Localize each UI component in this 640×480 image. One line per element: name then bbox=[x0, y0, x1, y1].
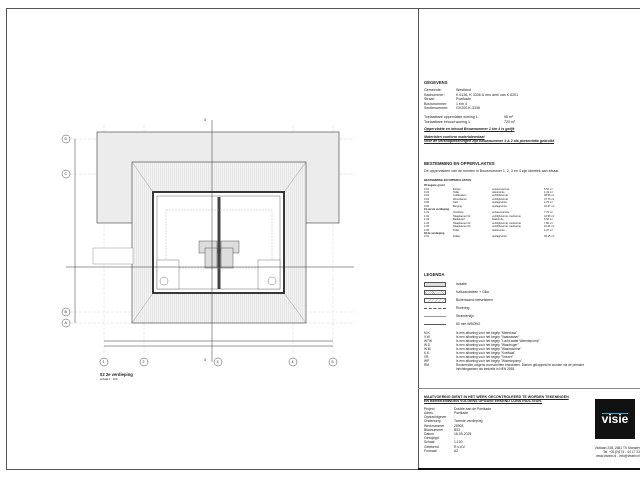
abbrev-desc: Is een afkorting voor het begrip "Wasdroger" bbox=[456, 343, 519, 348]
grid-row-label: D bbox=[64, 137, 68, 141]
abbrev-desc: Is een afkorting voor het begrip "Lucht-water Warmtepomp" bbox=[456, 339, 540, 344]
label: Getekend bbox=[424, 444, 439, 449]
abbrev: VR. bbox=[424, 354, 430, 359]
website: www.visielv.nl - info@visielv.nl bbox=[596, 454, 640, 459]
legend-label: Isolatie bbox=[456, 282, 467, 287]
gegevens-row bbox=[424, 106, 554, 110]
value: - bbox=[454, 415, 456, 420]
value: Poelkade bbox=[456, 97, 471, 102]
cell: Leefkeuken bbox=[453, 194, 467, 198]
note-materialen: Materialen conform materialenstaat bbox=[424, 134, 485, 139]
cell: Overloop bbox=[453, 211, 464, 215]
party-wall bbox=[218, 197, 221, 289]
label: Schaal bbox=[424, 440, 435, 445]
value: Tweede verdieping bbox=[454, 419, 483, 424]
cell: 0.06 bbox=[424, 204, 430, 208]
cell: Berging bbox=[453, 204, 462, 208]
cell: verblijfsruimte, bedruimte bbox=[492, 221, 521, 225]
titleblock-row bbox=[424, 449, 574, 453]
value: GV200-K-3336 bbox=[456, 106, 480, 111]
grid-col-label: 1 bbox=[102, 360, 105, 364]
cell: 5.52 m² bbox=[544, 187, 553, 191]
cell: verkeersruimte bbox=[492, 187, 510, 191]
label: Adres bbox=[424, 411, 433, 416]
label: Onderwerp bbox=[424, 419, 441, 424]
cell: 37.74 m² bbox=[544, 197, 555, 201]
cell: 0.01 bbox=[424, 187, 430, 191]
group-heading: 02 2e verdieping bbox=[424, 231, 445, 235]
abbrev-desc: Is een afkorting voor het begrip "Meterkast" bbox=[456, 331, 518, 336]
value: R.v.d.V. bbox=[454, 444, 466, 449]
legend-label: Riolering bbox=[456, 306, 470, 311]
abbrev-desc: Is een afkorting voor het begrip "Warmtepomp" bbox=[456, 358, 523, 363]
value: 1:100 bbox=[454, 440, 463, 445]
abbrev-desc: Is een afkorting voor het begrip "Wasmachine" bbox=[456, 347, 522, 352]
cell: Slaapkamer 02 bbox=[453, 221, 471, 225]
cell: opslagruimte bbox=[492, 201, 507, 205]
label: Bouwnummer: bbox=[424, 101, 448, 106]
legend-item bbox=[424, 320, 614, 328]
cell: Zolder bbox=[453, 235, 461, 239]
legend-item bbox=[424, 280, 614, 288]
abbrev: WP bbox=[424, 358, 430, 363]
abbrev-desc: Is een afkorting voor het begrip "Koelkast" bbox=[456, 350, 516, 355]
value: Poelkade bbox=[454, 411, 469, 416]
group-heading: 01 eerste verdieping bbox=[424, 208, 450, 212]
value: 18-09-2025 bbox=[454, 432, 472, 437]
label: Formaat bbox=[424, 448, 437, 453]
cell: opslagruimte bbox=[492, 235, 507, 239]
cell: 10.36 m² bbox=[544, 225, 555, 229]
label: Gewijzigd bbox=[424, 436, 439, 441]
table-title: BESTEMMING EN OPPERVLAKTES bbox=[424, 177, 472, 182]
value: 1 t/m 4 bbox=[456, 101, 467, 106]
abbrev: WTW bbox=[424, 339, 432, 344]
note-oppervlakte: Oppervlakte en inhoud Bouwnummer 1 t/m 4 is gelijk bbox=[424, 127, 515, 132]
divider bbox=[418, 388, 640, 389]
cell: opslagruimte bbox=[492, 204, 507, 208]
note-verkoop: Voor de verkooptekeningen zijn Bouwnummer 1 & 2 als presentatie gebruikt bbox=[424, 139, 555, 144]
value: K 6136, K 3336 & een deel van K 6201 bbox=[456, 92, 519, 97]
cell: 1.37 m² bbox=[544, 228, 553, 232]
cell: 0.03 bbox=[424, 194, 430, 198]
legend-item bbox=[424, 312, 614, 320]
legend-item bbox=[424, 296, 614, 304]
label: Sectienummer: bbox=[424, 106, 449, 111]
cell: 1.03 bbox=[424, 218, 430, 222]
grid-col-label: 5 bbox=[331, 360, 334, 364]
abbrev: W.D. bbox=[424, 343, 431, 348]
legenda-title: LEGENDA bbox=[424, 272, 445, 277]
cell: Kast bbox=[453, 201, 459, 205]
gegevens-title: GEGEVENS bbox=[424, 80, 448, 85]
visie-logo bbox=[595, 399, 635, 439]
cell: Badkamer bbox=[453, 218, 465, 222]
label: Toelaatbare inhoud woning 1: bbox=[424, 119, 471, 124]
grid-col-label: 2 bbox=[142, 360, 145, 364]
value: Double aan de Poelkade bbox=[454, 406, 492, 411]
cell: Slaapkamer 01 bbox=[453, 214, 471, 218]
cell: 1.32 m² bbox=[544, 191, 553, 195]
cell: 1.01 bbox=[424, 211, 430, 215]
label: Kadnummer: bbox=[424, 92, 445, 97]
bestemming-section bbox=[424, 162, 559, 239]
cell: 0.04 bbox=[424, 197, 430, 201]
value: A2 bbox=[454, 448, 459, 453]
label: Opdrachtgever bbox=[424, 415, 447, 420]
abbrev-row bbox=[424, 364, 614, 372]
value: 720 m³ bbox=[504, 119, 516, 124]
cell: 0.05 bbox=[424, 201, 430, 205]
legend-label: Kalkzandsteen + Gibo bbox=[456, 290, 490, 295]
abbrev: W.M. bbox=[424, 347, 432, 352]
bestemming-desc: De oppervlakten van de ruimten in Bouwnummer 1, 2, 3 en 4 zijn identiek aan elkaar. bbox=[424, 169, 560, 174]
cell: Entree bbox=[453, 187, 461, 191]
legend-label: 80 mm WBOBO bbox=[456, 322, 481, 327]
cell: 2.01 bbox=[424, 235, 430, 239]
cell: 0.02 bbox=[424, 191, 430, 195]
cell: 1.04 bbox=[424, 221, 430, 225]
cell: verblijfsruimte, bedruimte bbox=[492, 225, 521, 229]
logo-text: visie bbox=[601, 412, 629, 426]
abbrev: V.W. bbox=[424, 335, 431, 340]
cell: 22.47 m² bbox=[544, 204, 555, 208]
cell: 1.02 bbox=[424, 214, 430, 218]
grid-row-label: B bbox=[64, 310, 67, 314]
cell: 7.70 m² bbox=[544, 211, 553, 215]
cell: verblijfsruimte bbox=[492, 194, 508, 198]
section-marker-top: 4 bbox=[204, 118, 206, 122]
bestemming-title: BESTEMMING EN OPPERVLAKTES bbox=[424, 161, 495, 166]
value: - bbox=[454, 436, 456, 441]
cell: 38.56 m² bbox=[544, 194, 555, 198]
legend-label: Buitenwand metselsteen bbox=[456, 298, 493, 303]
grid-col-label: 4 bbox=[291, 360, 294, 364]
cell: 1.06 bbox=[424, 228, 430, 232]
cell: Woonkamer bbox=[453, 197, 467, 201]
legenda-section bbox=[424, 273, 614, 371]
area-table bbox=[424, 184, 559, 239]
abbrev-desc: Is een afkorting voor het begrip "Vaatwasser" bbox=[456, 335, 520, 340]
cell: 2.76 m² bbox=[544, 201, 553, 205]
legend-item bbox=[424, 288, 614, 296]
label: Project bbox=[424, 406, 435, 411]
label: Datum bbox=[424, 432, 434, 437]
title-block bbox=[424, 395, 574, 453]
value: 96 m² bbox=[504, 115, 514, 120]
cell: 42.56 m² bbox=[544, 214, 555, 218]
cell: verblijfsruimte, bedruimte bbox=[492, 214, 521, 218]
gegevens-section bbox=[424, 81, 554, 143]
abbrev: M.K. bbox=[424, 331, 431, 336]
section-marker-bottom: 4 bbox=[204, 358, 206, 362]
legend-label: Stramienlijn bbox=[456, 314, 474, 319]
abbrev-desc: Is een afkorting voor het begrip "Vriezer" bbox=[456, 354, 514, 359]
cell: toiletruimte bbox=[492, 191, 505, 195]
cell: verblijfsruimte bbox=[492, 197, 508, 201]
phone: Tel. +31(0)174 - 44 17 23 bbox=[603, 450, 640, 455]
cell: 6.60 m² bbox=[544, 218, 553, 222]
cell: badruimte bbox=[492, 218, 504, 222]
grid-row-label: C bbox=[64, 172, 68, 176]
cell: verkeersruimte bbox=[492, 211, 510, 215]
cell: 7.80 m² bbox=[544, 221, 553, 225]
plan-scale: schaal 1 : 100 bbox=[100, 377, 118, 382]
value: 25903 bbox=[454, 423, 464, 428]
cell: Toilet bbox=[453, 191, 460, 195]
area-row bbox=[424, 120, 554, 124]
abbrev: RM bbox=[424, 362, 429, 367]
warning-text: MAATVOERING DIENT IN HET WERK GECONTROLEERD TE WORDEN TEKENINGEN EN BEREKENINGEN VOLGENS OPGAVE ERKEND CONSTRUCTEUR. bbox=[424, 395, 569, 404]
group-heading: 00 begane grond bbox=[424, 184, 445, 188]
plan-caption: 02 2e verdieping bbox=[100, 372, 133, 377]
grid-col-label: 3 bbox=[216, 360, 219, 364]
label: Werknummer bbox=[424, 423, 445, 428]
grid-row-label: A bbox=[64, 321, 67, 325]
value: B03 bbox=[454, 427, 461, 432]
bottom-thick-line bbox=[418, 468, 640, 470]
cell: Slaapkamer 03 bbox=[453, 225, 471, 229]
legend-item bbox=[424, 304, 614, 312]
panel-divider bbox=[418, 8, 419, 470]
value: Westland bbox=[456, 88, 471, 93]
label: Toelaatbare oppervlakte woning 1: bbox=[424, 115, 479, 120]
cell: Toilet bbox=[453, 228, 460, 232]
abbrev: K.K. bbox=[424, 350, 431, 355]
address: Vlotlaan 248, 2681 TV Monster bbox=[594, 446, 640, 450]
label: Straat: bbox=[424, 97, 435, 102]
table-row bbox=[424, 235, 559, 238]
cell: 30.15 m² bbox=[544, 235, 555, 239]
cell: 1.05 bbox=[424, 225, 430, 229]
abbrev-desc: Rookmelder volgens voorschriften brandweer. Dienen gekoppeld te worden via de primaire inrichtingseisen als bedoeld in NEN 2555. bbox=[456, 362, 585, 371]
label: Gemeente: bbox=[424, 88, 442, 93]
label: Bladnummer bbox=[424, 427, 444, 432]
cell: toiletruimte bbox=[492, 228, 505, 232]
